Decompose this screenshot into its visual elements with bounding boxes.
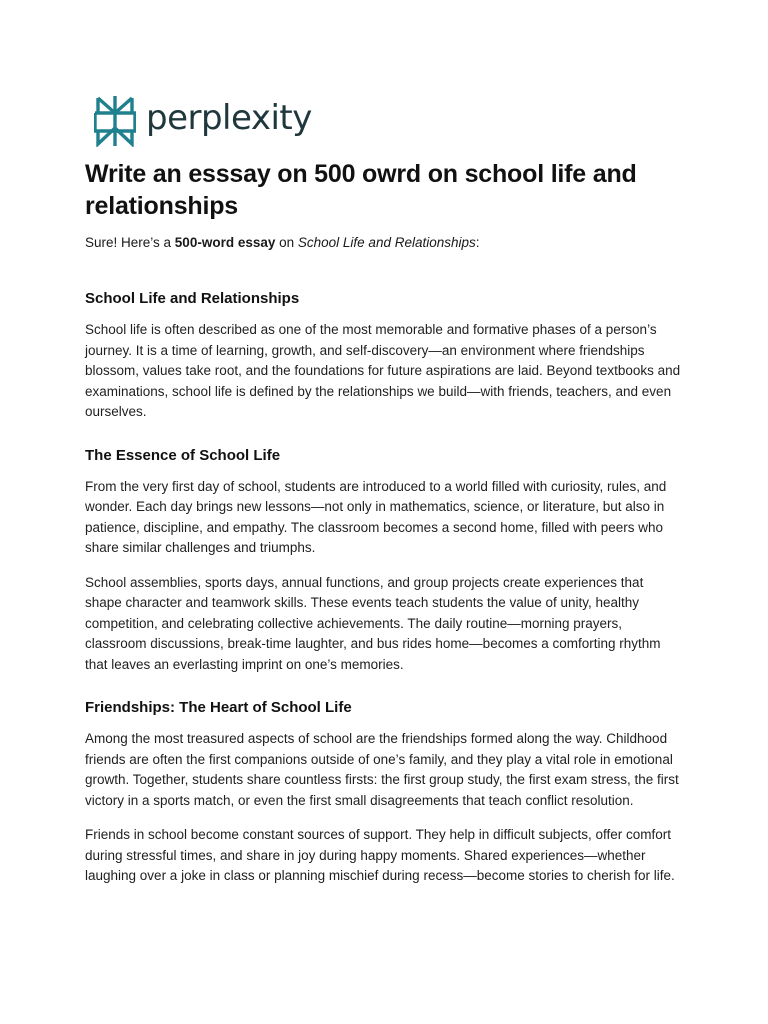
paragraph: From the very first day of school, students are introduced to a world filled with curiosity, rules, and wonder. Each day brings new lessons—not only in mathematics, science, or literature, but also in patience, discipline, and empathy. The classroom becomes a second home, filled with peers who share similar challenges and triumphs.: [85, 478, 667, 555]
essay-section: [85, 445, 681, 676]
perplexity-logo: [94, 95, 312, 147]
perplexity-logo-icon: [94, 95, 136, 147]
section-heading: The Essence of School Life: [85, 446, 281, 464]
intro-bold: 500-word essay: [174, 235, 276, 250]
essay-section: [85, 288, 681, 423]
section-heading: Friendships: The Heart of School Life: [85, 699, 352, 716]
paragraph: School life is often described as one of the most memorable and formative phases of a person’s journey. It is a time of learning, growth, and self-discovery—an environment where friendships blossom, values take root, and the foundations for future aspirations are laid. Beyond textbooks and examinations, school life is defined by the relationships we build—with friends, teachers, and even ourselves.: [85, 322, 681, 419]
paragraph: Friends in school become constant sources of support. They help in difficult subjects, offer comfort during stressful times, and share in joy during happy moments. Shared experiences—whether laughing over a joke in class or planning mischief during recess—become stories to cherish for life.: [85, 827, 675, 883]
intro-middle: on: [275, 235, 298, 250]
essay-content: [85, 288, 681, 909]
paragraph: School assemblies, sports days, annual functions, and group projects create experiences that shape character and teamwork skills. These events teach students the value of unity, healthy competition, and celebrating collective achievements. The daily routine—morning prayers, classroom discussions, break-time laughter, and bus rides home—becomes a comforting rhythm that leaves an everlasting imprint on one’s memories.: [85, 574, 661, 672]
intro-prefix: Sure! Here’s a: [85, 235, 175, 250]
intro-suffix: :: [475, 235, 480, 250]
section-heading: School Life and Relationships: [85, 290, 300, 307]
brand-name: perplexity: [146, 98, 312, 138]
intro-text: [85, 233, 480, 253]
essay-section: [85, 697, 681, 887]
intro-italic: School Life and Relationships: [297, 235, 476, 250]
page-title: Write an esssay on 500 owrd on school life and relationships: [85, 160, 637, 220]
paragraph: Among the most treasured aspects of school are the friendships formed along the way. Childhood friends are often the first companions outside of one’s family, and they play a vital role in emotional growth. Together, students share countless firsts: the first group study, the first exam stress, the first victory in a sports match, or even the first small disagreements that teach conflict resolution.: [85, 731, 679, 808]
